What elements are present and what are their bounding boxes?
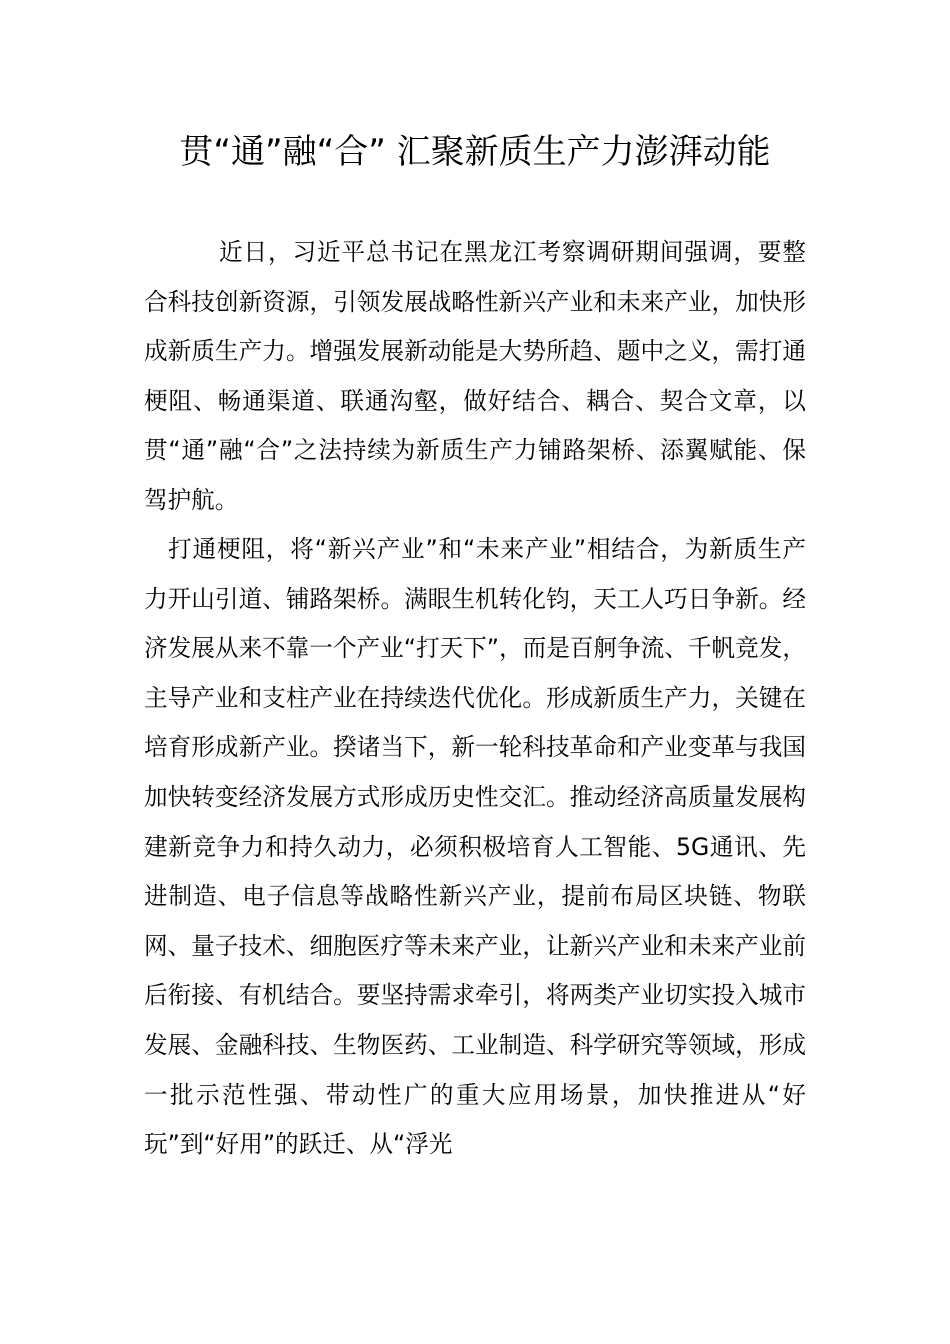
body-paragraph-1: 近日，习近平总书记在黑龙江考察调研期间强调，要整合科技创新资源，引领发展战略性新兴产业和未来产业，加快形成新质生产力。增强发展新动能是大势所趋、题中之义，需打通梗阻、畅通渠道、联通沟壑，做好结合、耦合、契合文章，以贯“通”融“合”之法持续为新质生产力铺路架桥、添翼赋能、保驾护航。	[144, 238, 806, 514]
document-title: 贯“通”融“合” 汇聚新质生产力澎湃动能	[179, 132, 771, 172]
body-paragraph-2: 打通梗阻，将“新兴产业”和“未来产业”相结合，为新质生产力开山引道、铺路架桥。满眼生机转化钧，天工人巧日争新。经济发展从来不靠一个产业“打天下”，而是百舸争流、千帆竞发，主导产业和支柱产业在持续迭代优化。形成新质生产力，关键在培育形成新产业。揆诸当下，新一轮科技革命和产业变革与我国加快转变经济发展方式形成历史性交汇。推动经济高质量发展构建新竞争力和持久动力，必须积极培育人工智能、5G通讯、先进制造、电子信息等战略性新兴产业，提前布局区块链、物联网、量子技术、细胞医疗等未来产业，让新兴产业和未来产业前后衔接、有机结合。要坚持需求牵引，将两类产业切实投入城市发展、金融科技、生物医药、工业制造、科学研究等领域，形成一批示范性强、带动性广的重大应用场景，加快推进从“好玩”到“好用”的跃迁、从“浮光	[144, 535, 806, 1159]
